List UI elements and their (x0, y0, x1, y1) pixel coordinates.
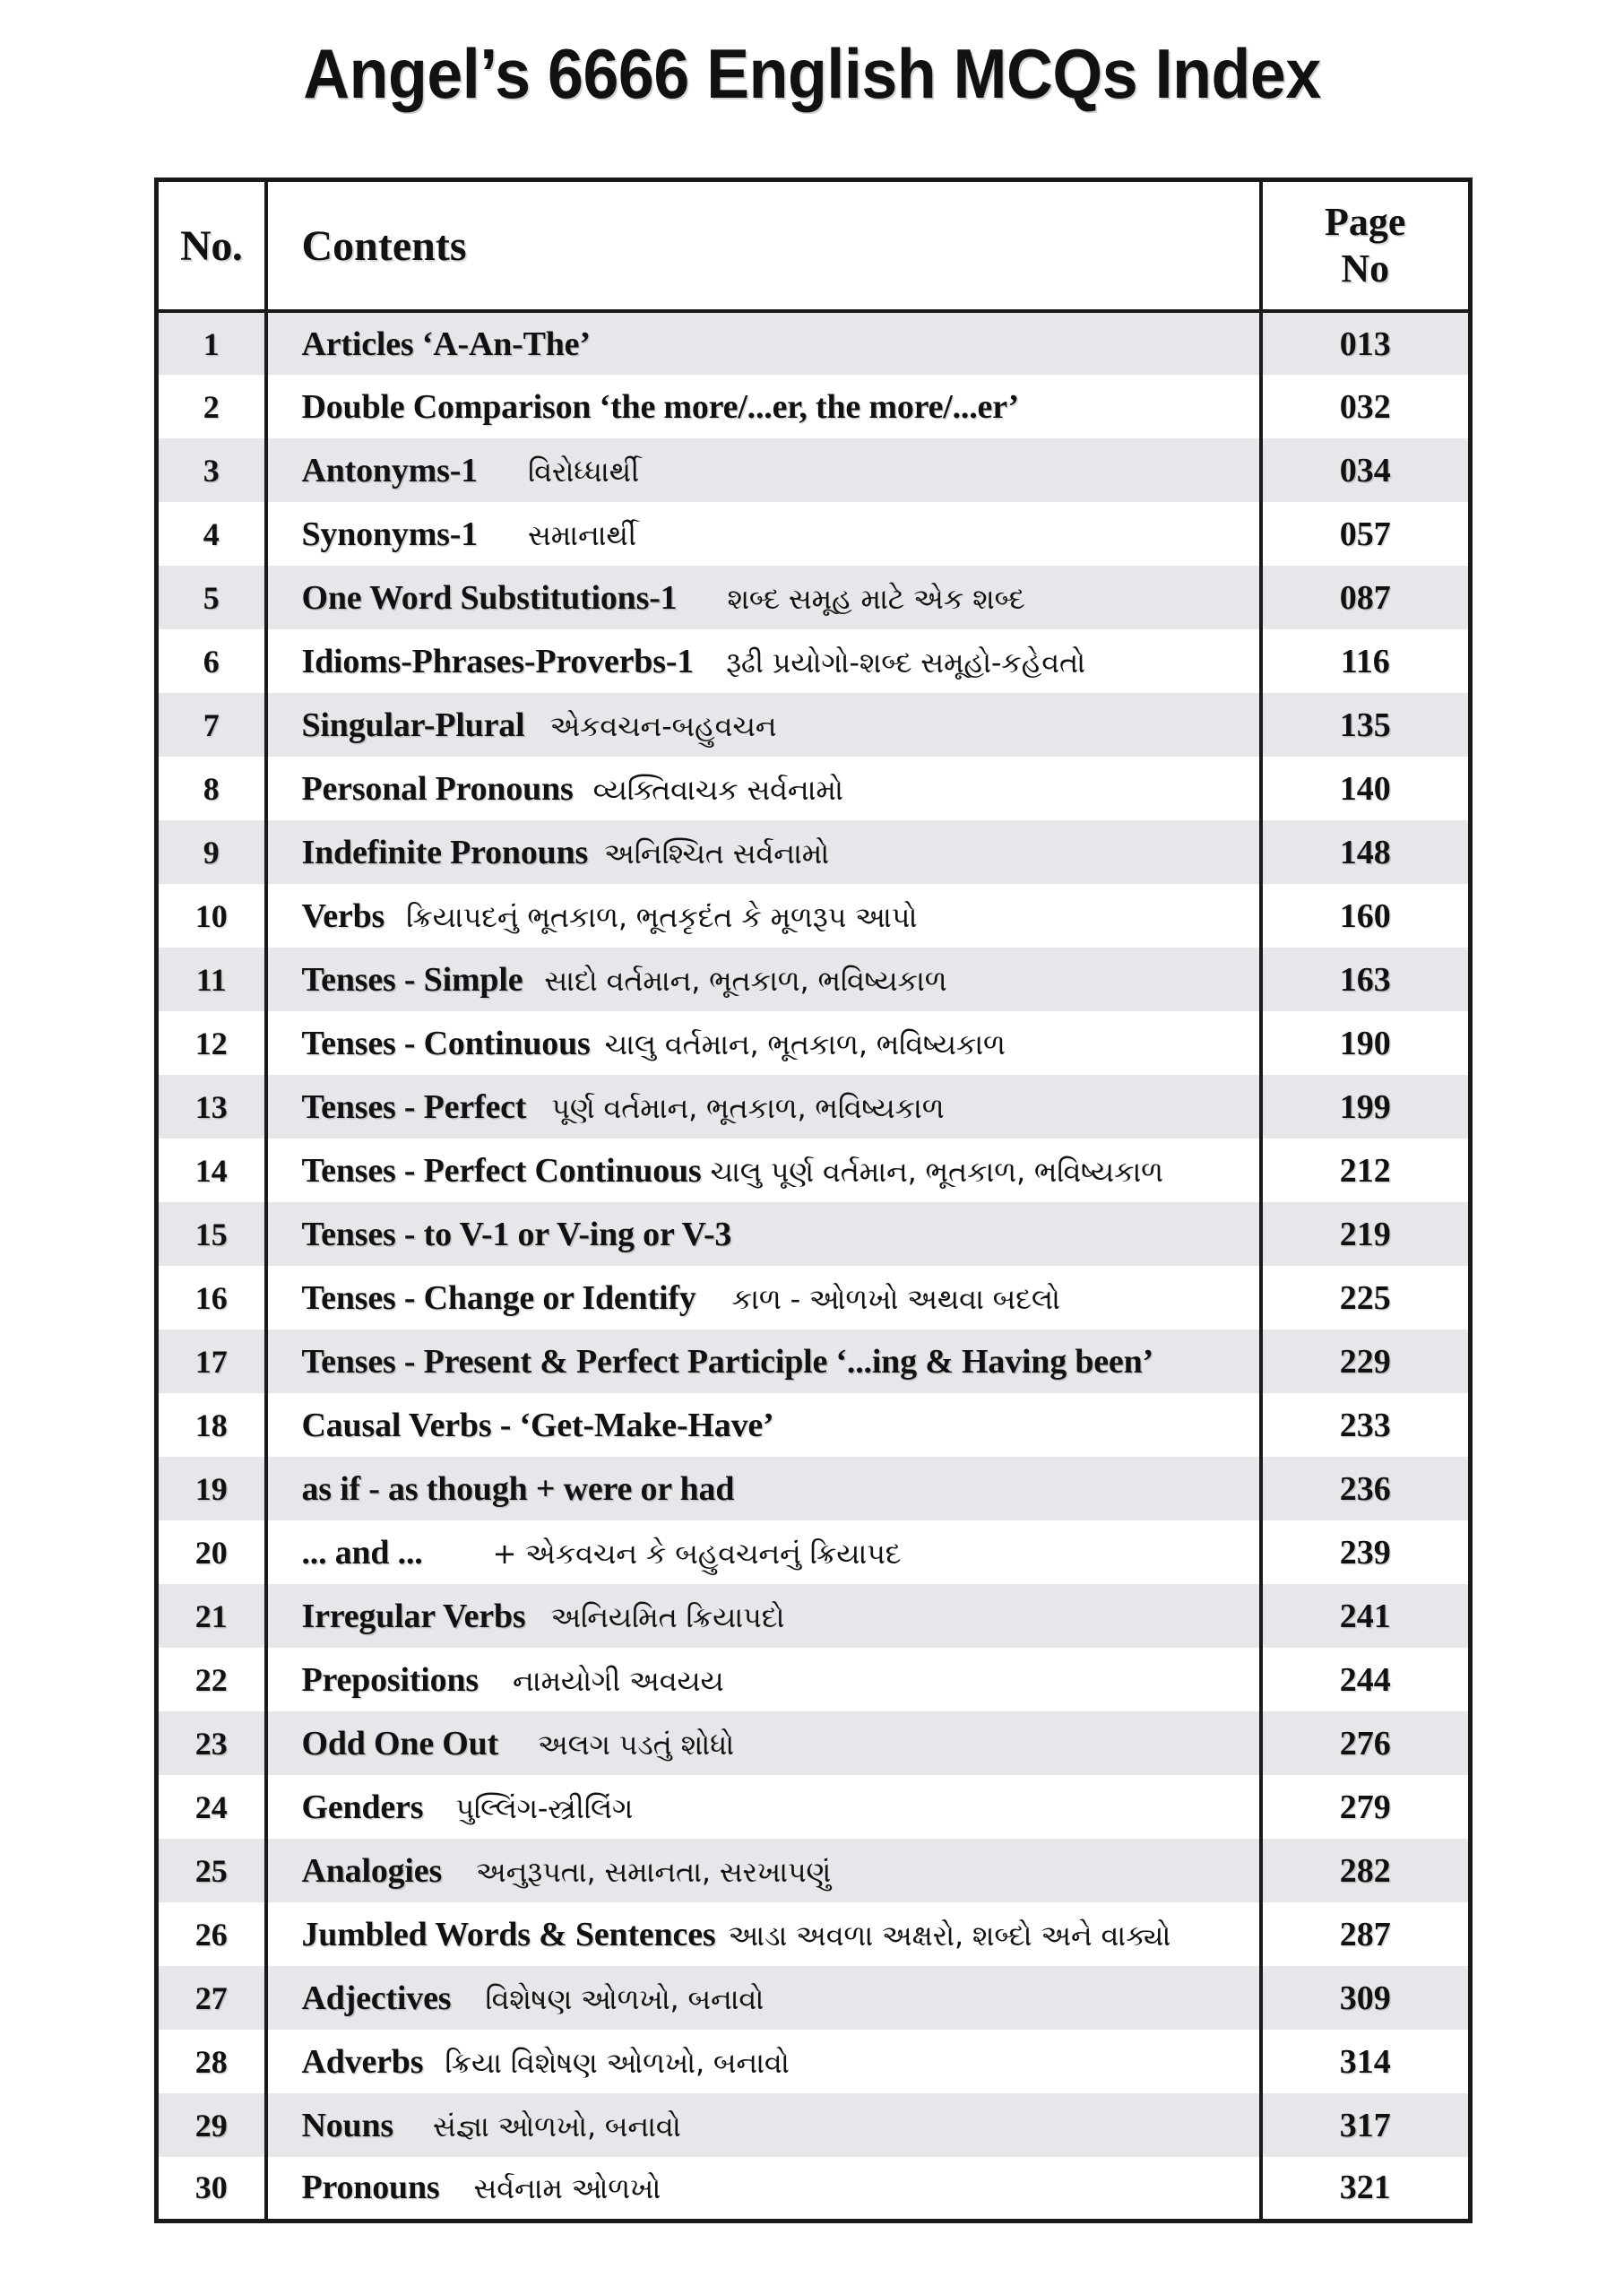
row-title-english: Tenses - Change or Identify (301, 1278, 696, 1317)
row-title-gujarati: સર્વનામ ઓળખો (473, 2171, 661, 2206)
row-number: 9 (157, 820, 266, 884)
row-contents (266, 629, 1261, 693)
table-row (157, 1075, 1471, 1139)
row-title-gujarati: અનુરૂપતા, સમાનતા, સરખાપણું (476, 1854, 832, 1889)
row-title-english: Verbs (301, 896, 385, 935)
row-title-gujarati: સંજ્ઞા ઓળખો, બનાવો (433, 2109, 681, 2143)
table-row (157, 1775, 1471, 1839)
column-header-page (1261, 180, 1471, 312)
row-number: 6 (157, 629, 266, 693)
row-title-english: Adjectives (301, 1979, 452, 2017)
table-row (157, 884, 1471, 948)
row-contents (266, 1966, 1261, 2030)
row-page-number: 135 (1261, 693, 1471, 757)
row-contents (266, 1902, 1261, 1966)
row-page-number: 140 (1261, 757, 1471, 820)
row-title-gujarati: એકવચન-બહુવચન (549, 708, 777, 743)
table-row (157, 2157, 1471, 2221)
row-page-number: 276 (1261, 1711, 1471, 1775)
row-contents (266, 1711, 1261, 1775)
row-page-number: 317 (1261, 2093, 1471, 2157)
row-number: 18 (157, 1393, 266, 1457)
row-title-english: Odd One Out (301, 1724, 499, 1762)
row-contents (266, 757, 1261, 820)
row-title-gujarati: રૂઢી પ્રયોગો-શબ્દ સમૂહો-કહેવતો (726, 645, 1085, 680)
row-page-number: 160 (1261, 884, 1471, 948)
row-contents (266, 502, 1261, 566)
row-title-english: Tenses - Simple (301, 960, 523, 999)
row-title-gujarati: વિશેષણ ઓળખો, બનાવો (485, 1981, 764, 2016)
row-title-gujarati: અલગ પડતું શોધો (538, 1727, 735, 1762)
row-contents (266, 948, 1261, 1011)
table-row (157, 1711, 1471, 1775)
row-number: 17 (157, 1329, 266, 1393)
table-header-row (157, 180, 1471, 312)
row-page-number: 087 (1261, 566, 1471, 629)
row-title-english: Irregular Verbs (301, 1597, 526, 1635)
row-page-number: 287 (1261, 1902, 1471, 1966)
row-page-number: 279 (1261, 1775, 1471, 1839)
row-contents (266, 1839, 1261, 1902)
table-row (157, 2093, 1471, 2157)
row-page-number: 229 (1261, 1329, 1471, 1393)
row-contents (266, 1266, 1261, 1329)
row-number: 24 (157, 1775, 266, 1839)
table-row (157, 1648, 1471, 1711)
row-number: 28 (157, 2030, 266, 2093)
row-page-number: 190 (1261, 1011, 1471, 1075)
row-page-number: 225 (1261, 1266, 1471, 1329)
row-title-gujarati: અનિશ્ચિત સર્વનામો (604, 836, 830, 870)
row-title-gujarati: ચાલુ પૂર્ણ વર્તમાન, ભૂતકાળ, ભવિષ્યકાળ (710, 1154, 1163, 1189)
row-contents (266, 2030, 1261, 2093)
row-contents (266, 438, 1261, 502)
row-title-gujarati: કાળ - ઓળખો અથવા બદલો (731, 1281, 1060, 1316)
row-title-gujarati: નામયોગી અવયય (512, 1663, 724, 1698)
row-number: 2 (157, 375, 266, 438)
row-title-english: Adverbs (301, 2042, 424, 2081)
table-row (157, 1393, 1471, 1457)
row-page-number: 057 (1261, 502, 1471, 566)
row-contents (266, 1775, 1261, 1839)
row-page-number: 163 (1261, 948, 1471, 1011)
row-page-number: 314 (1261, 2030, 1471, 2093)
row-number: 20 (157, 1520, 266, 1584)
row-contents (266, 820, 1261, 884)
row-contents (266, 1329, 1261, 1393)
row-number: 10 (157, 884, 266, 948)
table-row (157, 1902, 1471, 1966)
row-page-number: 236 (1261, 1457, 1471, 1520)
row-number: 22 (157, 1648, 266, 1711)
row-title-english: Jumbled Words & Sentences (301, 1915, 716, 1953)
table-header (157, 180, 1471, 312)
row-page-number: 309 (1261, 1966, 1471, 2030)
row-title-english: as if - as though + were or had (301, 1469, 735, 1508)
row-title-english: Tenses - Present & Perfect Participle ‘...ing & Having been’ (301, 1342, 1153, 1381)
row-number: 15 (157, 1202, 266, 1266)
row-number: 5 (157, 566, 266, 629)
row-contents (266, 1011, 1261, 1075)
table-row (157, 1966, 1471, 2030)
row-title-gujarati: વ્યક્તિવાચક સર્વનામો (592, 772, 843, 807)
row-number: 29 (157, 2093, 266, 2157)
row-title-gujarati: ક્રિયા વિશેષણ ઓળખો, બનાવો (445, 2045, 790, 2080)
row-title-english: Causal Verbs - ‘Get-Make-Have’ (301, 1406, 774, 1444)
row-title-english: Pronouns (301, 2169, 440, 2207)
row-number: 16 (157, 1266, 266, 1329)
row-title-english: Indefinite Pronouns (301, 833, 589, 871)
row-contents (266, 1139, 1261, 1202)
table-row (157, 1266, 1471, 1329)
row-title-english: Personal Pronouns (301, 769, 574, 808)
row-page-number: 032 (1261, 375, 1471, 438)
column-header-page-line1: Page (1325, 200, 1406, 244)
row-title-english: Tenses - Continuous (301, 1024, 591, 1062)
row-title-gujarati: + એકવચન કે બહુવચનનું ક્રિયાપદ (492, 1536, 902, 1571)
row-page-number: 239 (1261, 1520, 1471, 1584)
table-row (157, 1520, 1471, 1584)
row-title-gujarati: સમાનાર્થી (528, 517, 636, 552)
row-number: 25 (157, 1839, 266, 1902)
table-row (157, 2030, 1471, 2093)
table-row (157, 948, 1471, 1011)
table-row (157, 1139, 1471, 1202)
row-number: 11 (157, 948, 266, 1011)
row-title-gujarati: ચાલુ વર્તમાન, ભૂતકાળ, ભવિષ્યકાળ (604, 1026, 1006, 1061)
row-number: 13 (157, 1075, 266, 1139)
table-row (157, 1202, 1471, 1266)
row-title-english: Synonyms-1 (301, 515, 478, 553)
table-row (157, 1011, 1471, 1075)
page-title: Angel’s 6666 English MCQs Index (303, 34, 1321, 113)
row-contents (266, 1202, 1261, 1266)
row-title-english: Analogies (301, 1851, 443, 1890)
row-title-english: Tenses - Perfect (301, 1087, 527, 1126)
row-number: 26 (157, 1902, 266, 1966)
row-number: 27 (157, 1966, 266, 2030)
row-page-number: 244 (1261, 1648, 1471, 1711)
row-title-gujarati: આડા અવળા અક્ષરો, શબ્દો અને વાક્યો (728, 1918, 1171, 1953)
row-number: 4 (157, 502, 266, 566)
row-number: 3 (157, 438, 266, 502)
row-page-number: 148 (1261, 820, 1471, 884)
column-header-no (157, 180, 266, 312)
table-row (157, 375, 1471, 438)
row-title-english: Antonyms-1 (301, 451, 478, 489)
table-row (157, 502, 1471, 566)
row-contents (266, 2093, 1261, 2157)
table-row (157, 693, 1471, 757)
row-contents (266, 311, 1261, 375)
row-number: 7 (157, 693, 266, 757)
row-title-gujarati: વિરોધ્ધાર્થી (527, 454, 640, 489)
row-page-number: 219 (1261, 1202, 1471, 1266)
row-number: 1 (157, 311, 266, 375)
row-title-english: Tenses - to V-1 or V-ing or V-3 (301, 1215, 732, 1253)
row-page-number: 116 (1261, 629, 1471, 693)
table-row (157, 629, 1471, 693)
row-title-gujarati: સાદો વર્તમાન, ભૂતકાળ, ભવિષ્યકાળ (544, 963, 947, 998)
column-header-contents-label: Contents (301, 221, 467, 270)
row-title-english: Genders (301, 1788, 424, 1826)
row-page-number: 321 (1261, 2157, 1471, 2221)
column-header-contents (266, 180, 1261, 312)
table-row (157, 438, 1471, 502)
row-page-number: 199 (1261, 1075, 1471, 1139)
row-contents (266, 1457, 1261, 1520)
row-title-gujarati: પૂર્ણ વર્તમાન, ભૂતકાળ, ભવિષ્યકાળ (551, 1090, 945, 1125)
row-title-english: Idioms-Phrases-Proverbs-1 (301, 642, 695, 680)
column-header-no-label: No. (180, 221, 243, 270)
row-contents (266, 2157, 1261, 2221)
row-page-number: 282 (1261, 1839, 1471, 1902)
row-number: 19 (157, 1457, 266, 1520)
row-title-english: Prepositions (301, 1660, 479, 1699)
row-page-number: 241 (1261, 1584, 1471, 1648)
table-row (157, 1584, 1471, 1648)
table-row (157, 1329, 1471, 1393)
row-number: 21 (157, 1584, 266, 1648)
table-row (157, 1839, 1471, 1902)
row-title-english: ... and ... (301, 1533, 423, 1572)
row-contents (266, 1584, 1261, 1648)
row-contents (266, 1393, 1261, 1457)
row-page-number: 233 (1261, 1393, 1471, 1457)
row-contents (266, 1648, 1261, 1711)
column-header-page-label (1325, 200, 1405, 290)
table-row (157, 757, 1471, 820)
row-title-english: Tenses - Perfect Continuous (301, 1151, 702, 1190)
row-title-english: Nouns (301, 2106, 393, 2144)
row-title-gujarati: અનિયમિત ક્રિયાપદો (550, 1599, 785, 1634)
row-contents (266, 1075, 1261, 1139)
row-number: 23 (157, 1711, 266, 1775)
table-body (157, 311, 1471, 2221)
row-title-gujarati: ક્રિયાપદનું ભૂતકાળ, ભૂતકૃદંત કે મૂળરૂપ આપો (406, 899, 918, 934)
row-title-gujarati: પુલ્લિંગ-સ્ત્રીલિંગ (455, 1790, 634, 1825)
row-number: 30 (157, 2157, 266, 2221)
row-page-number: 034 (1261, 438, 1471, 502)
row-number: 12 (157, 1011, 266, 1075)
row-contents (266, 693, 1261, 757)
table-row (157, 1457, 1471, 1520)
row-number: 14 (157, 1139, 266, 1202)
table-row (157, 311, 1471, 375)
table-row (157, 820, 1471, 884)
row-number: 8 (157, 757, 266, 820)
row-title-english: Articles ‘A-An-The’ (301, 325, 591, 363)
index-table (154, 178, 1473, 2223)
row-contents (266, 884, 1261, 948)
row-contents (266, 1520, 1261, 1584)
row-page-number: 212 (1261, 1139, 1471, 1202)
column-header-page-line2: No (1341, 247, 1390, 290)
row-title-english: Double Comparison ‘the more/...er, the more/...er’ (301, 387, 1020, 426)
row-page-number: 013 (1261, 311, 1471, 375)
row-contents (266, 375, 1261, 438)
row-title-english: Singular-Plural (301, 706, 525, 744)
row-title-gujarati: શબ્દ સમૂહ માટે એક શબ્દ (727, 581, 1025, 616)
table-row (157, 566, 1471, 629)
row-contents (266, 566, 1261, 629)
row-title-english: One Word Substitutions-1 (301, 578, 678, 617)
